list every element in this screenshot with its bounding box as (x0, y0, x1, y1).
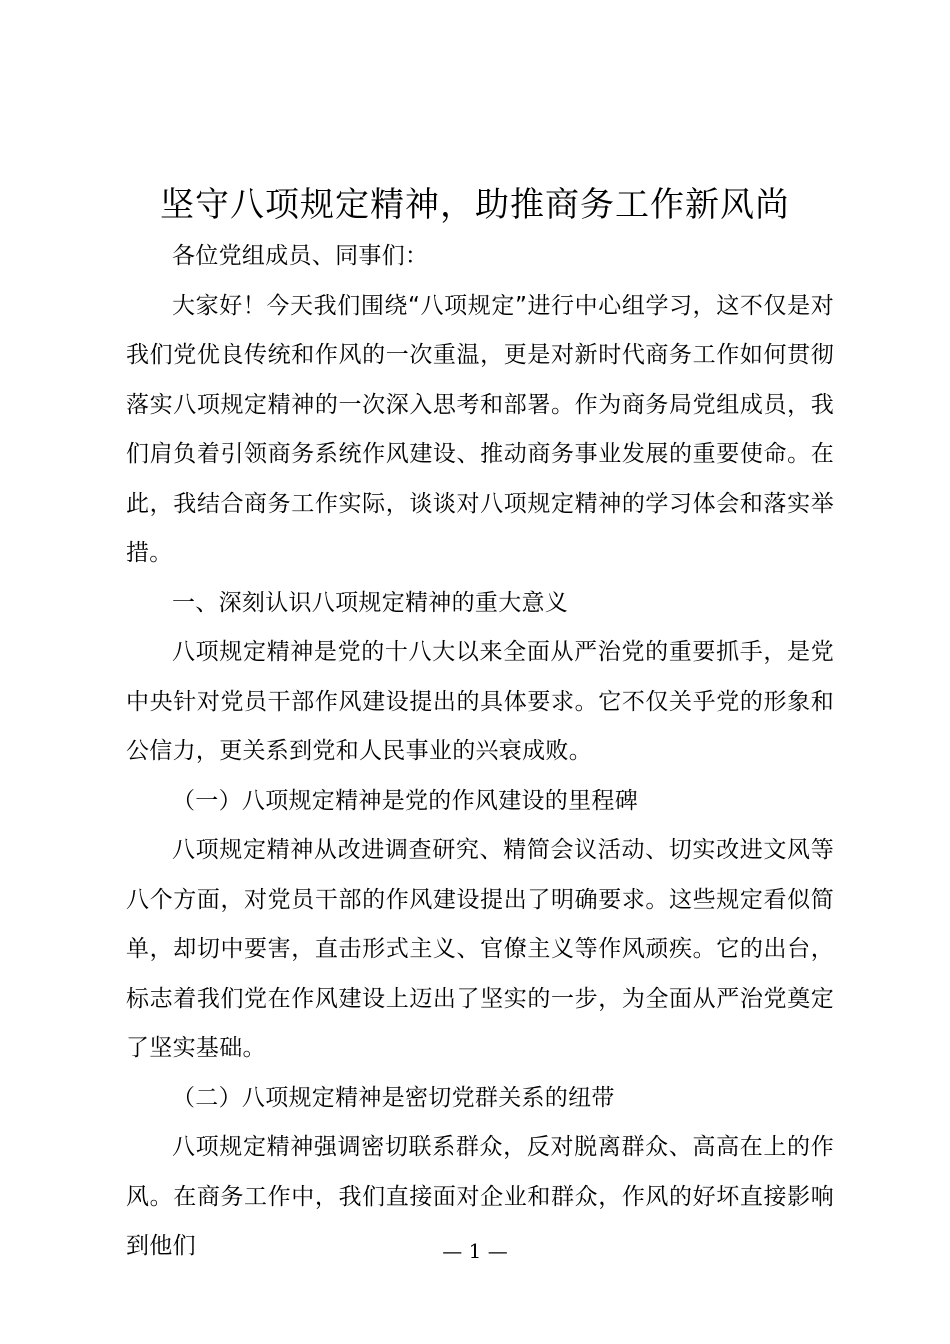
body-paragraph: 八项规定精神强调密切联系群众，反对脱离群众、高高在上的作风。在商务工作中，我们直接面对企业和群众，作风的好坏直接影响到他们 (126, 1134, 834, 1259)
body-paragraph: 八项规定精神是党的十八大以来全面从严治党的重要抓手，是党中央针对党员干部作风建设提出的具体要求。它不仅关乎党的形象和公信力，更关系到党和人民事业的兴衰成败。 (126, 639, 834, 764)
subsection-heading-2: （二）八项规定精神是密切党群关系的纽带 (172, 1084, 615, 1111)
subsection-heading-1: （一）八项规定精神是党的作风建设的里程碑 (172, 787, 638, 814)
document-body (126, 232, 834, 1272)
page-number: — 1 — (442, 1239, 508, 1263)
section-heading-1: 一、深刻认识八项规定精神的重大意义 (172, 589, 569, 616)
salutation-paragraph: 各位党组成员、同事们： (172, 243, 429, 269)
document-title: 坚守八项规定精神，助推商务工作新风尚 (160, 185, 790, 225)
intro-paragraph: 大家好！今天我们围绕“八项规定”进行中心组学习，这不仅是对我们党优良传统和作风的一次重温，更是对新时代商务工作如何贯彻落实八项规定精神的一次深入思考和部署。作为商务局党组成员，我们肩负着引领商务系统作风建设、推动商务事业发展的重要使命。在此，我结合商务工作实际，谈谈对八项规定精神的学习体会和落实举措。 (126, 292, 834, 566)
body-paragraph: 八项规定精神从改进调查研究、精简会议活动、切实改进文风等八个方面，对党员干部的作风建设提出了明确要求。这些规定看似简单，却切中要害，直击形式主义、官僚主义等作风顽疾。它的出台，标志着我们党在作风建设上迈出了坚实的一步，为全面从严治党奠定了坚实基础。 (126, 837, 834, 1061)
